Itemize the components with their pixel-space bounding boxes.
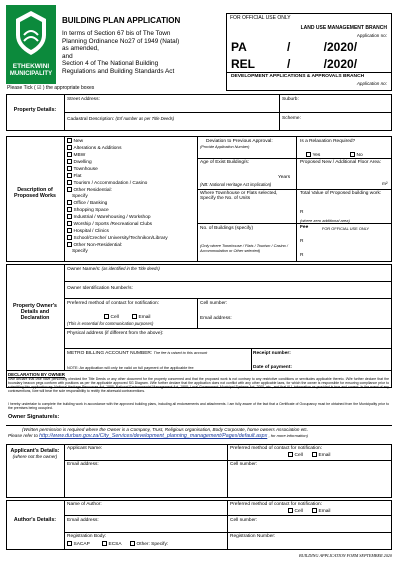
footer-text: BUILDING APPLICATION FORM SEPTEMBER 2020	[298, 553, 392, 558]
cell-label: Cell	[294, 452, 303, 458]
work-mbw-checkbox[interactable]	[67, 152, 168, 159]
specify-label: Specify	[72, 193, 88, 199]
work-industrial-checkbox[interactable]	[67, 214, 168, 221]
works-list	[67, 138, 168, 255]
work-other-residential-checkbox[interactable]	[67, 187, 168, 194]
scheme-field[interactable]: Scheme:	[282, 116, 301, 121]
work-hospital-checkbox[interactable]	[67, 228, 168, 235]
extra-area-note: (where zero additional area)	[300, 218, 350, 223]
date-of-payment-field[interactable]: Date of payment:	[253, 365, 292, 370]
work-office-checkbox[interactable]	[67, 200, 168, 207]
floor-area-field[interactable]: Proposed New / Additional Floor Area:	[300, 160, 382, 165]
ecsa-label: ECSA	[108, 541, 122, 547]
only-where-note: (Only where Townhouse / Flats / Tourism / Casino / Accommodation or Other selected)	[200, 243, 288, 253]
other-body-field[interactable]	[130, 541, 168, 547]
work-label: Townhouse	[73, 166, 98, 172]
cell-label: Cell	[110, 314, 119, 320]
email-label: Email	[318, 508, 331, 514]
owner-cell-checkbox[interactable]	[104, 314, 119, 320]
street-address-field[interactable]: Street Address:	[67, 97, 100, 102]
work-other-nonres-checkbox[interactable]	[67, 242, 168, 249]
author-cell-field[interactable]: Cell number:	[230, 518, 258, 523]
applicant-label: Applicant's Details:	[10, 448, 60, 454]
declaration-title: DECLARATION BY OWNER	[8, 372, 65, 377]
fee-currency-1: R	[300, 239, 304, 244]
applicant-cell-field[interactable]: Cell number:	[230, 462, 258, 467]
author-cell-checkbox[interactable]	[288, 508, 303, 514]
declaration-text: I/We declare that I/we have personally checked the Title Deeds or any other document for the property concerned and that the proposed work is not contrary to any restrictive conditions or servitudes applicable thereto. I/We further declare that the boundary beacon pegs conform with positions as per the applicable approved SG Diagram. I/We further declare that the application does not conflict with any other applicable laws, for which the owner is responsible for ensuring compliance prior to submitting this application eg: National Heritage Resources Act, 1999; National Environmental Management Act, 1998; Local Government: Municipal Systems Act, 2000, etc., and that ALL information as provided is true and correct. In the event of any contraventions, I/we will bear the sole responsibility to rectify the aforesaid contraventions.	[8, 377, 389, 394]
fee-currency-2: R	[300, 253, 304, 258]
author-email-checkbox[interactable]	[312, 508, 331, 514]
physical-address-field[interactable]: Physical address (if different from the above):	[67, 331, 164, 336]
email-label: Email	[138, 314, 151, 320]
metro-account-field[interactable]	[67, 351, 207, 356]
work-label: School/Creche/ University/Technikon/Library	[73, 235, 168, 241]
applicant-email-field[interactable]: Email address:	[67, 462, 99, 467]
work-label: Shopping Space	[73, 207, 109, 213]
owner-names-label: Owner Name/s:	[67, 267, 101, 272]
yes-label: Yes	[312, 152, 321, 158]
cell-label: Cell	[294, 508, 303, 514]
fee-label: Fee	[300, 225, 309, 230]
work-school-checkbox[interactable]	[67, 235, 168, 242]
deviation-field[interactable]: Deviation to Previous Approval:	[206, 139, 273, 144]
cadastral-label: Cadastral Description:	[67, 117, 115, 122]
ecsa-checkbox[interactable]	[102, 541, 122, 547]
refer-line	[8, 433, 308, 439]
tick-instruction: Please Tick ( ☑ ) the appropriate boxes	[7, 85, 95, 91]
work-label: Alterations & Additions	[73, 145, 122, 151]
work-label: Other Non-Residential:	[73, 242, 123, 248]
description-label: Description of Proposed Works	[14, 187, 56, 199]
heritage-note: (NB: National Heritage Act implication)	[200, 182, 272, 187]
townhouse-units-field[interactable]: Where Townhouse or Flats selected, Specify the No. of Units	[200, 191, 278, 202]
legislation-line: Section 4 of The National Building	[62, 60, 159, 68]
permission-note: (Written permission is required where the Owner is a Company, Trust, Religious organisation, Body Corporate, home owners Association etc.	[22, 427, 309, 432]
municipal-website-link[interactable]: http://www.durban.gov.za/City_Services/development_planning_management/Pages/default.aspx	[39, 433, 268, 439]
work-label: Other Residential:	[73, 187, 112, 193]
applicant-section-label	[8, 448, 62, 459]
work-label: Office / Banking	[73, 200, 108, 206]
applicant-note: (where not the owner)	[12, 454, 58, 459]
work-shopping-checkbox[interactable]	[67, 207, 168, 214]
receipt-number-field[interactable]: Receipt number:	[253, 351, 291, 356]
years-label: Years	[278, 175, 291, 180]
work-flat-checkbox[interactable]	[67, 173, 168, 180]
owner-email-checkbox[interactable]	[132, 314, 151, 320]
work-dwelling-checkbox[interactable]	[67, 159, 168, 166]
form-title: BUILDING PLAN APPLICATION	[62, 16, 181, 25]
work-label: Hospital / Clinics	[73, 228, 109, 234]
work-new-checkbox[interactable]	[67, 138, 168, 145]
specify-label: Specify	[72, 248, 88, 254]
property-details-label: Property Details:	[13, 107, 57, 113]
total-value-field[interactable]: Total Value of Proposed building work:	[300, 191, 382, 196]
municipality-logo	[6, 5, 56, 84]
pa-label: PA	[231, 40, 247, 54]
application-no-label-2: Application no:	[356, 81, 387, 86]
owner-email-address-field[interactable]: Email address:	[200, 316, 232, 321]
suburb-field[interactable]: Suburb:	[282, 97, 299, 102]
owner-section-label: Property Owner's Details and Declaration	[13, 303, 57, 321]
owner-signature-field[interactable]: Owner Signature/s:	[8, 414, 60, 420]
author-contact-pref-label: Preferred method of contact for notification:	[230, 502, 322, 507]
fee-official-use: FOR OFFICIAL USE ONLY	[322, 226, 370, 231]
work-label: Tourism / Accommodation / Casino	[73, 180, 148, 186]
pa-number-field[interactable]: / /2020/	[287, 40, 358, 54]
legislation-line: Planning Ordinance No27 of 1949 (Natal)	[62, 37, 180, 45]
work-label: Industrial / Warehousing / Workshop	[73, 214, 151, 220]
applicant-cell-checkbox[interactable]	[288, 452, 303, 458]
rel-label: REL	[231, 57, 255, 71]
work-label: New	[73, 138, 84, 144]
owner-names-note: (as identified in the Title deeds)	[101, 266, 160, 271]
land-use-branch: LAND USE MANAGEMENT BRANCH	[300, 25, 387, 31]
other-label: Other: Specify:	[136, 541, 169, 547]
buildings-count-field[interactable]: No. of Buildings (specify)	[200, 226, 254, 231]
other-nonres-specify-field[interactable]	[67, 249, 168, 255]
refer-end: , for more information)	[268, 433, 308, 438]
legislation-line: as amended,	[62, 45, 99, 53]
email-label: Email	[318, 452, 331, 458]
registration-number-field[interactable]: Registration Number:	[230, 534, 276, 539]
work-label: Worship / Sports /Recreational Clubs	[73, 221, 153, 227]
legislation-line: In terms of Section 67 bis of The Town	[62, 30, 171, 37]
deviation-note: (Provide Application Number)	[200, 145, 250, 149]
metro-account-label: METRO BILLING ACCOUNT NUMBER:	[67, 351, 153, 356]
work-label: MBW	[73, 152, 86, 158]
work-label: Dwelling	[73, 159, 92, 165]
author-name-field[interactable]: Name of Author:	[67, 502, 102, 507]
declaration-text-2: I hereby undertake to complete the building work in accordance with the approved building plans, including all endorsements and attachments. I am fully aware of the fact that a Certificate of Occupancy must be obtained from the Municipality prior to the premises being occupied.	[8, 402, 389, 411]
owner-essential-note: (This is essential for communication purposes)	[67, 321, 154, 326]
cadastral-note: (Erf number as per Title Deeds)	[115, 116, 175, 121]
approvals-branch: DEVELOPMENT APPLICATIONS & APPROVALS BRANCH	[231, 74, 365, 79]
applicant-name-field[interactable]: Applicant Name:	[67, 446, 103, 451]
sacap-label: SACAP	[73, 541, 90, 547]
payment-note: NOTE: An application will only be valid on full payment of the applicable fee	[67, 366, 194, 370]
owner-cell-number-field[interactable]: Cell number:	[200, 301, 228, 306]
legislation-line: and	[62, 52, 73, 60]
work-worship-checkbox[interactable]	[67, 221, 168, 228]
total-value-currency: R	[300, 210, 304, 215]
official-use-box	[226, 13, 392, 91]
sacap-checkbox[interactable]	[67, 541, 90, 547]
age-field[interactable]: Age of Exist Building/s:	[200, 160, 250, 165]
work-tourism-checkbox[interactable]	[67, 180, 168, 187]
logo-name-line1: ETHEKWINI	[12, 63, 50, 70]
owner-names-field[interactable]	[67, 266, 160, 272]
rel-number-field[interactable]: / /2020/	[287, 57, 358, 71]
author-email-field[interactable]: Email address:	[67, 518, 99, 523]
no-label: No	[356, 152, 363, 158]
cadastral-field[interactable]	[67, 116, 174, 122]
author-section-label: Author's Details:	[13, 517, 57, 523]
work-townhouse-checkbox[interactable]	[67, 166, 168, 173]
legislation-text	[62, 30, 179, 76]
owner-id-field[interactable]: Owner Identification Number/s:	[67, 286, 133, 291]
relaxation-label: Is a Relaxation Required?	[300, 139, 356, 144]
metro-account-note: The fee is raised to this account	[153, 351, 208, 355]
applicant-contact-pref-label: Preferred method of contact for notification:	[230, 446, 322, 451]
work-alterations-checkbox[interactable]	[67, 145, 168, 152]
applicant-email-checkbox[interactable]	[312, 452, 331, 458]
logo-name-line2: MUNICIPALITY	[9, 71, 53, 77]
work-label: Flat	[73, 173, 82, 179]
m2-unit: m²	[382, 182, 388, 187]
refer-label: Please refer to	[8, 433, 38, 438]
registration-body-label: Registration Body:	[67, 534, 107, 539]
official-use-label: FOR OFFICIAL USE ONLY	[230, 15, 291, 21]
legislation-line: Regulations and Building Standards Act	[62, 67, 175, 75]
application-no-label: Application no:	[356, 33, 387, 38]
owner-contact-pref-label: Preferred method of contact for notification:	[67, 301, 159, 306]
